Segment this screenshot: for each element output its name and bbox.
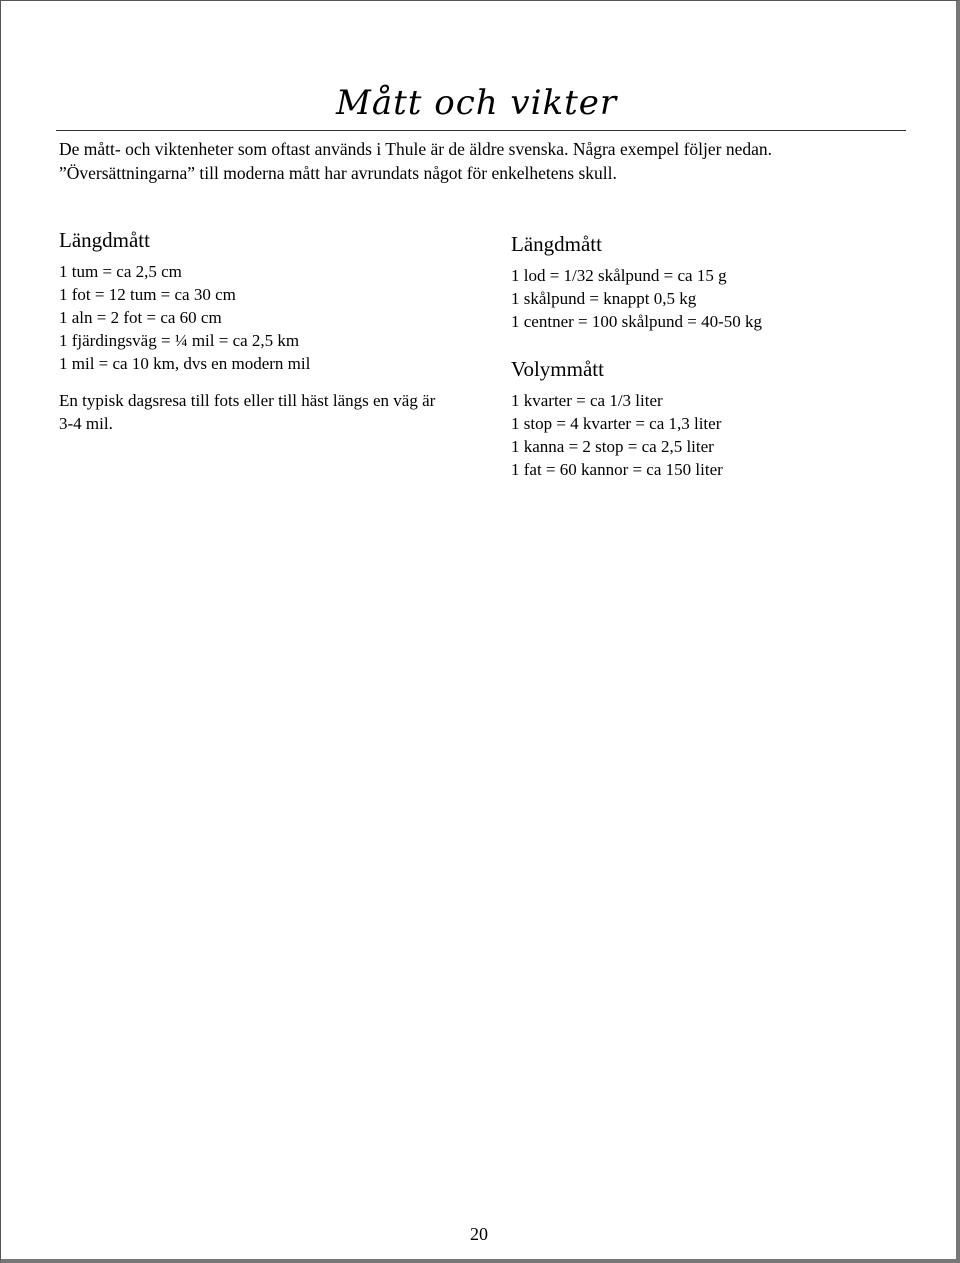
intro-line-2: ”Översättningarna” till moderna mått har avrundats något för enkelhetens skull. (59, 163, 617, 183)
length-line: 1 mil = ca 10 km, dvs en modern mil (59, 354, 311, 373)
length-line: 1 tum = ca 2,5 cm (59, 262, 182, 281)
volume-list (511, 389, 911, 481)
volume-line: 1 kvarter = ca 1/3 liter (511, 391, 663, 410)
length-line: 1 fot = 12 tum = ca 30 cm (59, 285, 236, 304)
travel-note: En typisk dagsresa till fots eller till häst längs en väg är 3-4 mil. (59, 391, 436, 433)
volume-line: 1 fat = 60 kannor = ca 150 liter (511, 460, 723, 479)
weight-heading: Längdmått (511, 232, 602, 256)
weight-line: 1 centner = 100 skålpund = 40-50 kg (511, 312, 762, 331)
page-number: 20 (470, 1224, 488, 1244)
length-list (59, 260, 459, 375)
length-line: 1 fjärdingsväg = ¼ mil = ca 2,5 km (59, 331, 300, 350)
right-column (511, 230, 911, 481)
intro-line-1: De mått- och viktenheter som oftast används i Thule är de äldre svenska. Några exempel följer nedan. (59, 139, 773, 159)
length-line: 1 aln = 2 fot = ca 60 cm (59, 308, 222, 327)
page-title: Mått och vikter (336, 83, 618, 123)
title-divider (56, 130, 906, 131)
left-column (59, 226, 459, 435)
volume-heading: Volymmått (511, 357, 604, 381)
volume-line: 1 kanna = 2 stop = ca 2,5 liter (511, 437, 714, 456)
weight-line: 1 lod = 1/32 skålpund = ca 15 g (511, 266, 727, 285)
weight-list (511, 264, 911, 333)
weight-line: 1 skålpund = knappt 0,5 kg (511, 289, 697, 308)
volume-line: 1 stop = 4 kvarter = ca 1,3 liter (511, 414, 722, 433)
length-heading: Längdmått (59, 228, 150, 252)
intro-paragraph (59, 137, 909, 185)
